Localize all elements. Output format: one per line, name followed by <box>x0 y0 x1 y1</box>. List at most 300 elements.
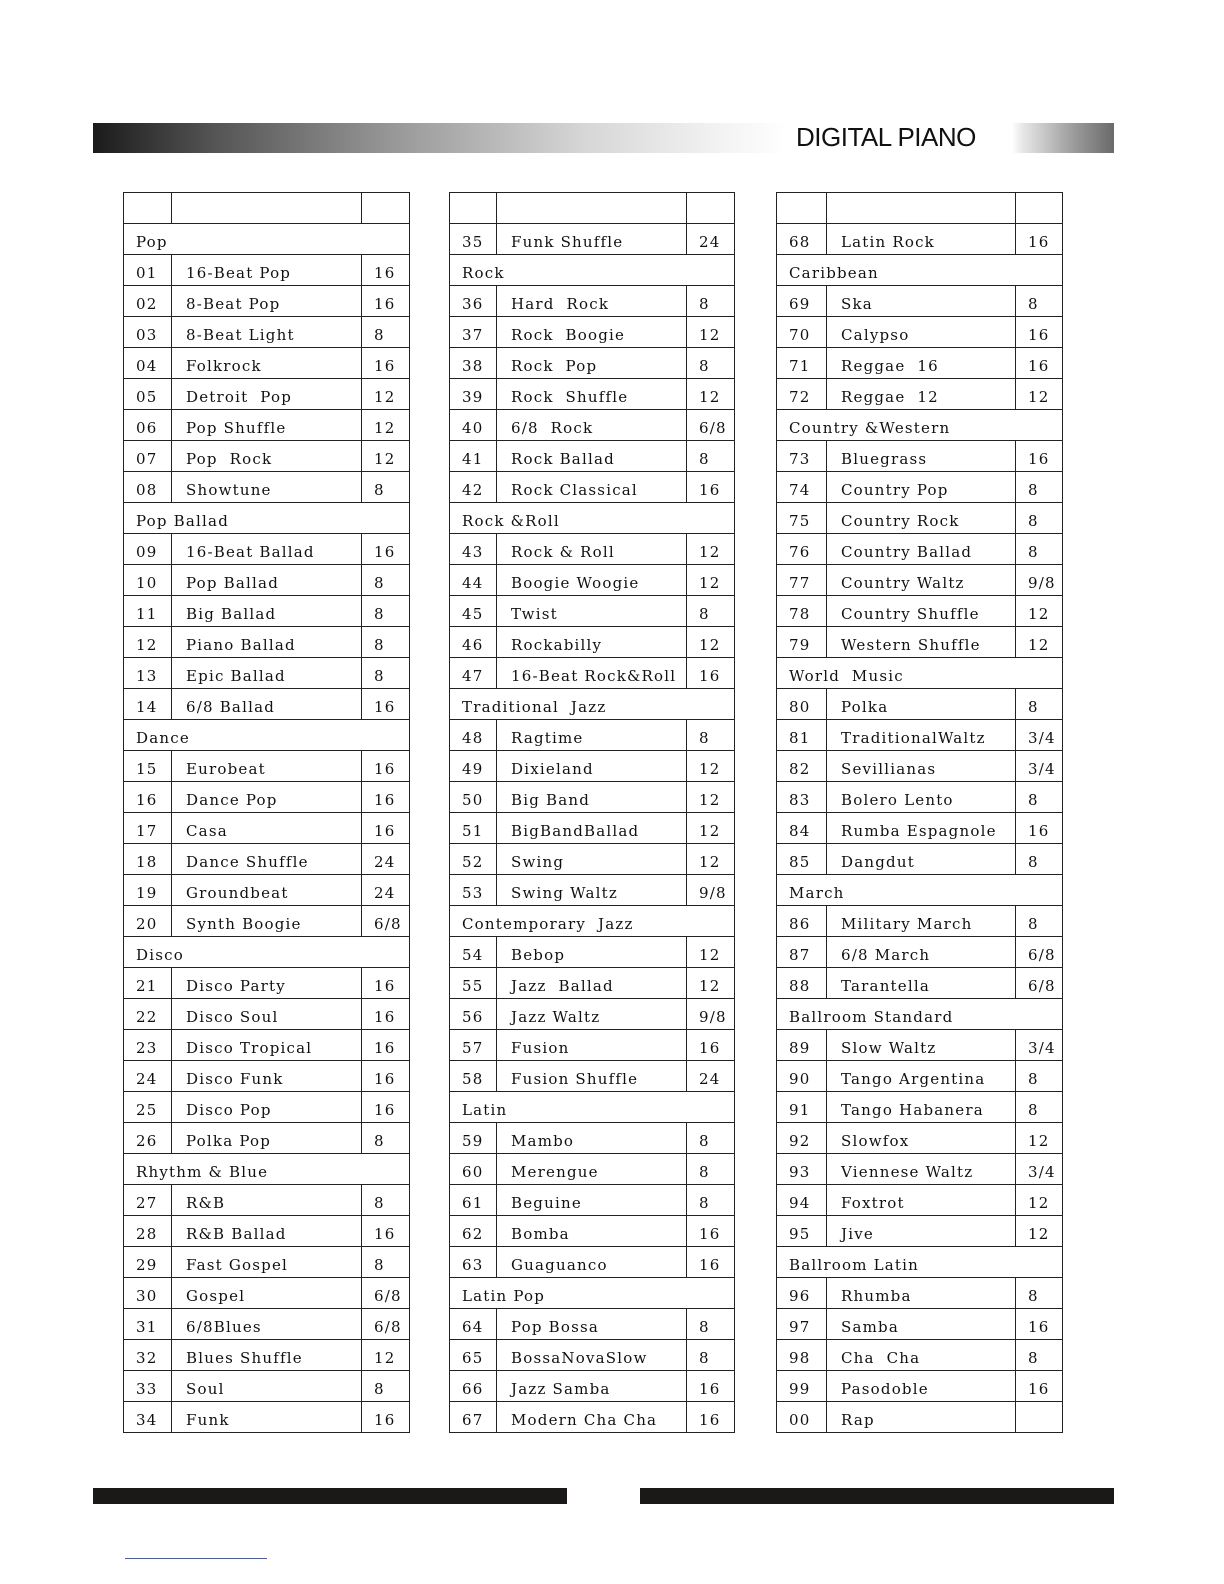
style-beat: 6/8 <box>1028 946 1056 964</box>
style-beat-cell <box>362 1309 410 1340</box>
style-row <box>777 627 1063 658</box>
style-number-cell <box>777 317 827 348</box>
style-name-cell <box>497 379 687 410</box>
style-number-cell <box>450 1247 497 1278</box>
style-beat: 8 <box>699 295 710 313</box>
style-beat: 8 <box>699 357 710 375</box>
category-cell <box>450 1278 735 1309</box>
style-name-cell <box>827 1185 1016 1216</box>
style-number: 39 <box>462 388 484 406</box>
style-name: Dixieland <box>511 760 594 778</box>
table-header-row <box>124 193 410 224</box>
style-number: 66 <box>462 1380 484 1398</box>
style-number: 77 <box>789 574 811 592</box>
category-cell <box>450 503 735 534</box>
style-name: Rock Ballad <box>511 450 615 468</box>
style-beat-cell <box>362 875 410 906</box>
style-name-cell <box>172 255 362 286</box>
style-name: Pasodoble <box>841 1380 929 1398</box>
category-label: World Music <box>789 667 904 685</box>
footer-bar-left <box>93 1488 567 1504</box>
style-beat: 9/8 <box>699 1008 727 1026</box>
style-row <box>124 751 410 782</box>
header-cell <box>497 193 687 224</box>
style-number: 30 <box>136 1287 158 1305</box>
style-row <box>124 968 410 999</box>
style-row <box>124 1030 410 1061</box>
style-name-cell <box>172 1216 362 1247</box>
style-beat: 8 <box>1028 698 1039 716</box>
style-row <box>777 906 1063 937</box>
category-label: Rock <box>462 264 505 282</box>
style-number-cell <box>124 317 172 348</box>
style-number-cell <box>777 937 827 968</box>
style-row <box>124 1216 410 1247</box>
style-beat: 12 <box>1028 1225 1050 1243</box>
style-name-cell <box>172 1402 362 1433</box>
style-number: 24 <box>136 1070 158 1088</box>
style-name: Western Shuffle <box>841 636 981 654</box>
style-row <box>124 379 410 410</box>
style-number-cell <box>777 534 827 565</box>
style-beat-cell <box>362 596 410 627</box>
category-row <box>124 503 410 534</box>
style-name: Jive <box>841 1225 874 1243</box>
style-beat: 6/8 <box>1028 977 1056 995</box>
style-name: Big Band <box>511 791 591 809</box>
style-name: 16-Beat Pop <box>186 264 292 282</box>
style-row <box>777 720 1063 751</box>
style-name-cell <box>497 627 687 658</box>
style-name: Country Ballad <box>841 543 973 561</box>
style-name-cell <box>497 658 687 689</box>
category-cell <box>124 937 410 968</box>
style-number: 51 <box>462 822 484 840</box>
style-number-cell <box>124 1030 172 1061</box>
style-row <box>124 782 410 813</box>
style-name-cell <box>497 1154 687 1185</box>
style-name-cell <box>497 441 687 472</box>
page-title: DIGITAL PIANO <box>796 122 976 152</box>
category-label: Ballroom Latin <box>789 1256 919 1274</box>
style-row <box>124 1278 410 1309</box>
style-name: Rumba Espagnole <box>841 822 997 840</box>
style-number-cell <box>450 1123 497 1154</box>
style-beat-cell <box>687 410 735 441</box>
style-row <box>124 1092 410 1123</box>
style-beat-cell <box>1016 968 1063 999</box>
style-beat: 12 <box>699 791 721 809</box>
style-beat: 16 <box>374 1411 396 1429</box>
style-name-cell <box>172 751 362 782</box>
category-row <box>450 906 735 937</box>
style-name-cell <box>497 534 687 565</box>
category-label: Dance <box>136 729 190 747</box>
style-name: R&B <box>186 1194 226 1212</box>
style-number-cell <box>124 1371 172 1402</box>
category-label: Traditional Jazz <box>462 698 607 716</box>
style-name-cell <box>827 1278 1016 1309</box>
category-row <box>450 255 735 286</box>
style-name: Boogie Woogie <box>511 574 640 592</box>
style-beat-cell <box>362 379 410 410</box>
style-beat: 12 <box>374 419 396 437</box>
style-number-cell <box>124 1185 172 1216</box>
style-row <box>777 1371 1063 1402</box>
style-name-cell <box>172 441 362 472</box>
style-beat: 16 <box>1028 1318 1050 1336</box>
style-number: 76 <box>789 543 811 561</box>
category-cell <box>450 255 735 286</box>
style-name-cell <box>172 317 362 348</box>
style-number-cell <box>450 1340 497 1371</box>
style-number: 69 <box>789 295 811 313</box>
style-number-cell <box>124 689 172 720</box>
style-number-cell <box>124 472 172 503</box>
style-beat: 8 <box>1028 1287 1039 1305</box>
style-number-cell <box>450 534 497 565</box>
style-name-cell <box>827 286 1016 317</box>
style-beat-cell <box>362 1092 410 1123</box>
style-beat: 8 <box>374 636 385 654</box>
style-beat-cell <box>1016 565 1063 596</box>
style-row <box>124 1309 410 1340</box>
style-number: 37 <box>462 326 484 344</box>
style-beat: 16 <box>699 1380 721 1398</box>
style-number-cell <box>124 410 172 441</box>
style-beat-cell <box>362 1402 410 1433</box>
style-name: Disco Funk <box>186 1070 284 1088</box>
category-row <box>124 937 410 968</box>
style-number-cell <box>124 751 172 782</box>
style-beat: 12 <box>699 574 721 592</box>
style-number-cell <box>777 565 827 596</box>
style-number: 57 <box>462 1039 484 1057</box>
style-row <box>124 1402 410 1433</box>
style-row <box>124 689 410 720</box>
style-beat-cell <box>1016 379 1063 410</box>
style-name: Fusion Shuffle <box>511 1070 639 1088</box>
style-number: 59 <box>462 1132 484 1150</box>
style-number-cell <box>450 782 497 813</box>
style-number-cell <box>777 1061 827 1092</box>
style-name: Tango Habanera <box>841 1101 984 1119</box>
style-number: 19 <box>136 884 158 902</box>
style-name: Hard Rock <box>511 295 610 313</box>
style-number: 00 <box>789 1411 811 1429</box>
style-name: BigBandBallad <box>511 822 640 840</box>
style-row <box>450 751 735 782</box>
style-beat-cell <box>687 1185 735 1216</box>
style-number: 03 <box>136 326 158 344</box>
style-number: 43 <box>462 543 484 561</box>
style-name-cell <box>827 1371 1016 1402</box>
style-number-cell <box>777 844 827 875</box>
style-number-cell <box>450 1371 497 1402</box>
style-name: Foxtrot <box>841 1194 905 1212</box>
style-number: 52 <box>462 853 484 871</box>
style-beat-cell <box>1016 596 1063 627</box>
style-beat-cell <box>362 844 410 875</box>
style-beat-cell <box>1016 472 1063 503</box>
style-name-cell <box>827 596 1016 627</box>
style-name: Country Rock <box>841 512 960 530</box>
style-name-cell <box>172 1278 362 1309</box>
style-row <box>777 813 1063 844</box>
style-name-cell <box>497 782 687 813</box>
style-name-cell <box>172 348 362 379</box>
style-number-cell <box>124 1278 172 1309</box>
header-cell <box>827 193 1016 224</box>
style-name-cell <box>827 627 1016 658</box>
style-row <box>124 1061 410 1092</box>
style-beat: 16 <box>374 543 396 561</box>
style-number-cell <box>777 906 827 937</box>
style-row <box>777 1278 1063 1309</box>
style-row <box>450 720 735 751</box>
style-number: 35 <box>462 233 484 251</box>
style-number-cell <box>124 1123 172 1154</box>
style-name: Bomba <box>511 1225 570 1243</box>
style-number: 58 <box>462 1070 484 1088</box>
style-number: 14 <box>136 698 158 716</box>
style-name: Pop Bossa <box>511 1318 600 1336</box>
style-number: 84 <box>789 822 811 840</box>
style-name-cell <box>497 348 687 379</box>
header-cell <box>777 193 827 224</box>
style-beat-cell <box>362 751 410 782</box>
style-beat: 9/8 <box>699 884 727 902</box>
style-beat-cell <box>362 813 410 844</box>
style-beat-cell <box>687 1061 735 1092</box>
style-number-cell <box>124 1061 172 1092</box>
style-name: Beguine <box>511 1194 582 1212</box>
style-beat: 8 <box>374 605 385 623</box>
style-beat: 8 <box>374 1256 385 1274</box>
style-name-cell <box>172 1185 362 1216</box>
style-name-cell <box>827 1123 1016 1154</box>
style-row <box>450 348 735 379</box>
style-name: Rap <box>841 1411 875 1429</box>
style-row <box>777 937 1063 968</box>
style-number: 53 <box>462 884 484 902</box>
style-beat-cell <box>362 1371 410 1402</box>
style-name-cell <box>497 224 687 255</box>
category-cell <box>124 224 410 255</box>
style-beat: 12 <box>374 450 396 468</box>
style-row <box>450 472 735 503</box>
style-beat: 12 <box>1028 605 1050 623</box>
style-beat: 8 <box>1028 853 1039 871</box>
style-number: 55 <box>462 977 484 995</box>
style-beat: 12 <box>699 636 721 654</box>
style-row <box>124 317 410 348</box>
style-number: 02 <box>136 295 158 313</box>
style-name: Reggae 12 <box>841 388 939 406</box>
style-name: Soul <box>186 1380 225 1398</box>
style-name: Twist <box>511 605 558 623</box>
style-name-cell <box>497 844 687 875</box>
style-row <box>124 627 410 658</box>
style-beat-cell <box>687 844 735 875</box>
category-row <box>777 999 1063 1030</box>
style-name: Blues Shuffle <box>186 1349 303 1367</box>
style-number-cell <box>450 627 497 658</box>
style-beat: 9/8 <box>1028 574 1056 592</box>
category-label: Pop <box>136 233 168 251</box>
style-beat-cell <box>1016 937 1063 968</box>
style-beat: 12 <box>374 1349 396 1367</box>
style-name-cell <box>497 1371 687 1402</box>
style-name: Pop Rock <box>186 450 273 468</box>
style-name-cell <box>172 1309 362 1340</box>
style-row <box>777 317 1063 348</box>
style-name: 6/8 Ballad <box>186 698 276 716</box>
style-beat: 6/8 <box>699 419 727 437</box>
style-beat-cell <box>1016 224 1063 255</box>
style-beat-cell <box>687 875 735 906</box>
style-number: 81 <box>789 729 811 747</box>
style-number: 18 <box>136 853 158 871</box>
style-number: 23 <box>136 1039 158 1057</box>
style-row <box>777 689 1063 720</box>
style-beat: 3/4 <box>1028 1039 1056 1057</box>
style-beat-cell <box>362 658 410 689</box>
style-name: Country Pop <box>841 481 949 499</box>
style-row <box>450 1061 735 1092</box>
category-cell <box>777 255 1063 286</box>
category-label: Rhythm & Blue <box>136 1163 269 1181</box>
style-name-cell <box>827 503 1016 534</box>
style-beat: 16 <box>374 977 396 995</box>
style-name-cell <box>172 596 362 627</box>
style-name: Rhumba <box>841 1287 912 1305</box>
style-beat: 16 <box>374 295 396 313</box>
style-name-cell <box>172 999 362 1030</box>
style-name-cell <box>497 875 687 906</box>
style-number: 44 <box>462 574 484 592</box>
style-name-cell <box>827 534 1016 565</box>
style-name-cell <box>172 844 362 875</box>
style-name-cell <box>497 968 687 999</box>
style-number: 86 <box>789 915 811 933</box>
style-number-cell <box>777 379 827 410</box>
style-number-cell <box>777 782 827 813</box>
style-name: Big Ballad <box>186 605 277 623</box>
style-name-cell <box>497 286 687 317</box>
style-number: 07 <box>136 450 158 468</box>
style-name: Rockabilly <box>511 636 603 654</box>
style-name-cell <box>497 1247 687 1278</box>
style-name-cell <box>827 317 1016 348</box>
style-number-cell <box>450 751 497 782</box>
style-number-cell <box>777 1340 827 1371</box>
style-name-cell <box>827 1216 1016 1247</box>
style-beat: 6/8 <box>374 915 402 933</box>
style-beat: 16 <box>374 760 396 778</box>
style-name-cell <box>172 658 362 689</box>
style-number-cell <box>450 1216 497 1247</box>
style-number-cell <box>777 1402 827 1433</box>
style-name: Mambo <box>511 1132 575 1150</box>
style-beat-cell <box>687 441 735 472</box>
style-beat: 12 <box>699 977 721 995</box>
style-number: 99 <box>789 1380 811 1398</box>
style-beat: 16 <box>699 1256 721 1274</box>
style-number-cell <box>450 875 497 906</box>
style-beat-cell <box>1016 906 1063 937</box>
style-beat <box>1016 1425 1028 1428</box>
style-beat-cell <box>1016 317 1063 348</box>
style-number-cell <box>777 1030 827 1061</box>
style-number-cell <box>450 968 497 999</box>
style-name-cell <box>172 906 362 937</box>
style-number-cell <box>450 937 497 968</box>
style-name: Dance Shuffle <box>186 853 309 871</box>
style-number-cell <box>777 1123 827 1154</box>
style-name: Rock Classical <box>511 481 638 499</box>
style-beat: 12 <box>374 388 396 406</box>
style-name: 6/8Blues <box>186 1318 262 1336</box>
style-row <box>777 379 1063 410</box>
style-name-cell <box>827 1154 1016 1185</box>
style-number: 05 <box>136 388 158 406</box>
style-beat-cell <box>687 627 735 658</box>
style-beat-cell <box>1016 844 1063 875</box>
style-beat: 16 <box>374 698 396 716</box>
style-name: Bebop <box>511 946 566 964</box>
style-beat: 16 <box>374 1070 396 1088</box>
style-number-cell <box>124 658 172 689</box>
style-beat: 8 <box>699 1318 710 1336</box>
style-number-cell <box>124 534 172 565</box>
style-name-cell <box>172 1123 362 1154</box>
style-row <box>777 782 1063 813</box>
style-table-column-3 <box>776 192 1063 1433</box>
style-beat: 8 <box>699 450 710 468</box>
style-name-cell <box>827 906 1016 937</box>
style-row <box>450 813 735 844</box>
style-number-cell <box>777 503 827 534</box>
style-name-cell <box>172 1061 362 1092</box>
style-number: 78 <box>789 605 811 623</box>
style-name-cell <box>497 1216 687 1247</box>
style-name: R&B Ballad <box>186 1225 287 1243</box>
style-number-cell <box>450 1030 497 1061</box>
style-beat: 16 <box>374 1101 396 1119</box>
style-row <box>777 348 1063 379</box>
style-beat: 8 <box>699 1132 710 1150</box>
style-row <box>124 255 410 286</box>
style-beat: 8 <box>1028 295 1039 313</box>
style-name-cell <box>497 1402 687 1433</box>
style-beat: 12 <box>699 388 721 406</box>
style-beat-cell <box>362 968 410 999</box>
style-beat: 6/8 <box>374 1287 402 1305</box>
style-name-cell <box>827 1092 1016 1123</box>
style-row <box>450 410 735 441</box>
style-beat-cell <box>362 999 410 1030</box>
style-name: Dangdut <box>841 853 915 871</box>
style-name: Disco Party <box>186 977 286 995</box>
style-name: Country Shuffle <box>841 605 980 623</box>
style-number: 83 <box>789 791 811 809</box>
style-row <box>777 224 1063 255</box>
style-beat-cell <box>1016 1340 1063 1371</box>
style-beat: 24 <box>374 853 396 871</box>
style-number: 54 <box>462 946 484 964</box>
style-number: 34 <box>136 1411 158 1429</box>
